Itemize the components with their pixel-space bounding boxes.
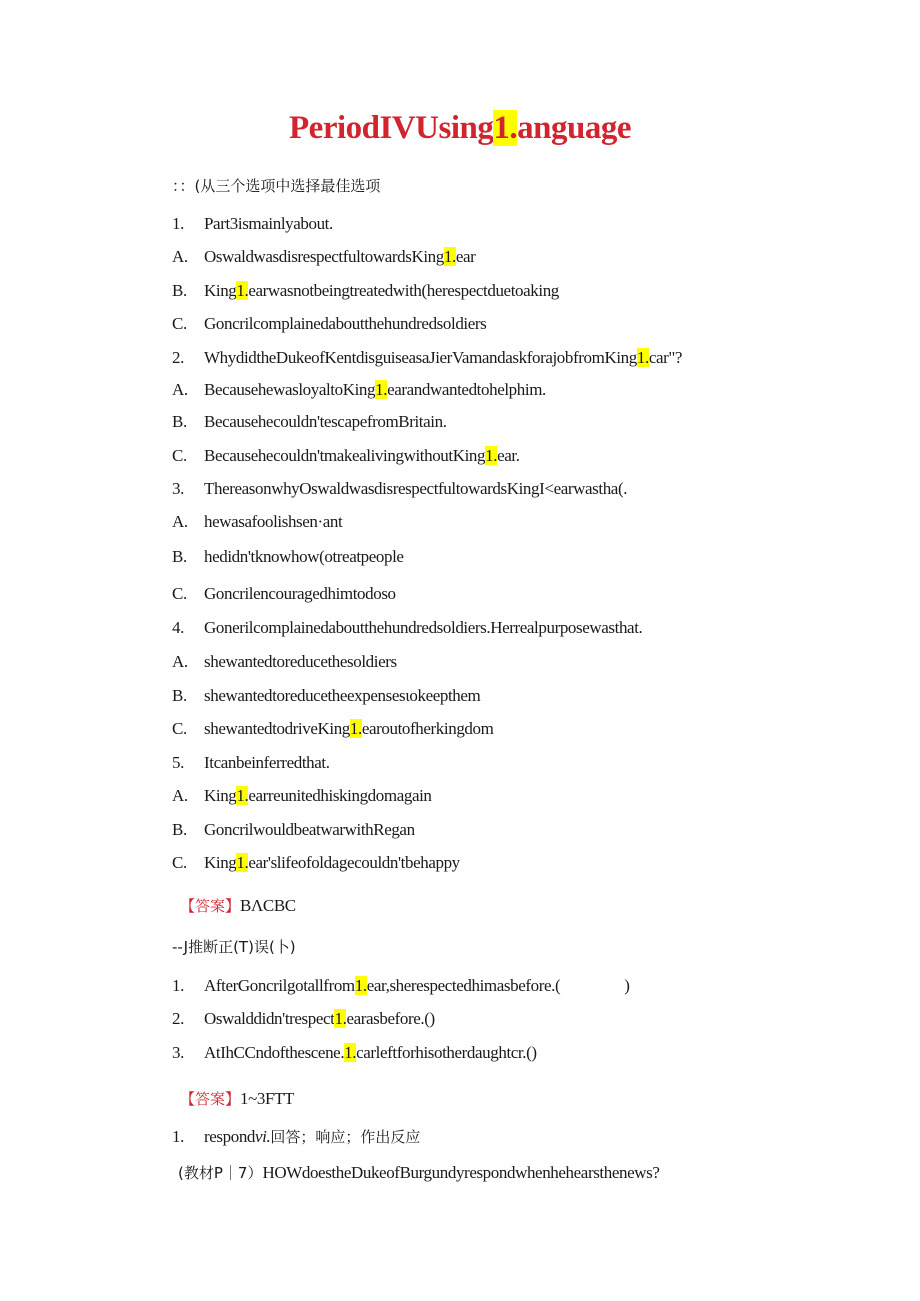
question-5-option-a: A. King1.earreunitedhiskingdomagain — [172, 786, 432, 805]
question-4: 4. Gonerilcomplainedaboutthehundredsoldiers.Herrealpurposewasthat. — [172, 618, 643, 637]
question-2-option-c: C. Becausehecouldn'tmakealivingwithoutKing1.ear. — [172, 446, 520, 465]
question-1-option-a: A. OswaldwasdisrespectfultowardsKing1.ear — [172, 247, 476, 266]
question-5-option-b: B. GoncrilwouldbeatwarwithRegan — [172, 820, 415, 839]
question-3-option-b: B. hedidn'tknowhow(otreatpeople — [172, 547, 404, 566]
question-3: 3. ThereasonwhyOswaldwasdisrespectfultowardsKingI<earwastha(. — [172, 479, 628, 498]
answer-choice: 【答案】BΛCBC — [180, 896, 296, 915]
tf-statement-2: 2. Oswalddidn'trespect1.earasbefore.() — [172, 1009, 435, 1028]
question-1: 1. Part3ismainlyabout. — [172, 214, 333, 233]
question-4-option-b: B. shewantedtoreducetheexpensesιokeepthem — [172, 686, 481, 705]
vocab-item-1: 1. respondvi.回答；响应；作出反应 — [172, 1127, 421, 1146]
question-5: 5. Itcanbeinferredthat. — [172, 753, 330, 772]
question-3-option-c: C. Goncrilencouragedhimtodoso — [172, 584, 396, 603]
tf-statement-3: 3. AtIhCCndofthescene.1.carleftforhisotherdaughtcr.() — [172, 1043, 537, 1062]
question-2: 2. WhydidtheDukeofKentdisguiseasaJierVamandaskforajobfromKing1.car"? — [172, 348, 683, 367]
question-2-option-a: A. BecausehewasloyaltoKing1.earandwantedtohelphim. — [172, 380, 546, 399]
question-1-option-c: C. Goncrilcomplainedaboutthehundredsoldiers — [172, 314, 487, 333]
page-title: PeriodIVUsing1.anguage — [289, 110, 631, 146]
section-header-choice: ：：(从三个选项中选择最佳选项 — [172, 177, 381, 195]
question-2-option-b: B. Becausehecouldn'tescapefromBritain. — [172, 412, 447, 431]
question-1-option-b: B. King1.earwasnotbeingtreatedwith(herespectduetoaking — [172, 281, 559, 300]
section-header-true-false: --J推断正(T)误(卜) — [172, 938, 296, 956]
answer-true-false: 【答案】1~3FTT — [180, 1089, 295, 1108]
vocab-example-1: (教材P｜7）HOWdoestheDukeofBurgundyrespondwhenhehearsthenews? — [178, 1163, 660, 1182]
question-4-option-c: C. shewantedtodriveKing1.earoutofherkingdom — [172, 719, 494, 738]
question-5-option-c: C. King1.ear'slifeofoldagecouldn'tbehappy — [172, 853, 460, 872]
question-3-option-a: A. hewasafoolishsen·ant — [172, 512, 343, 531]
question-4-option-a: A. shewantedtoreducethesoldiers — [172, 652, 397, 671]
tf-statement-1: 1. AfterGoncrilgotallfrom1.ear,sherespectedhimasbefore.( ) — [172, 976, 630, 995]
